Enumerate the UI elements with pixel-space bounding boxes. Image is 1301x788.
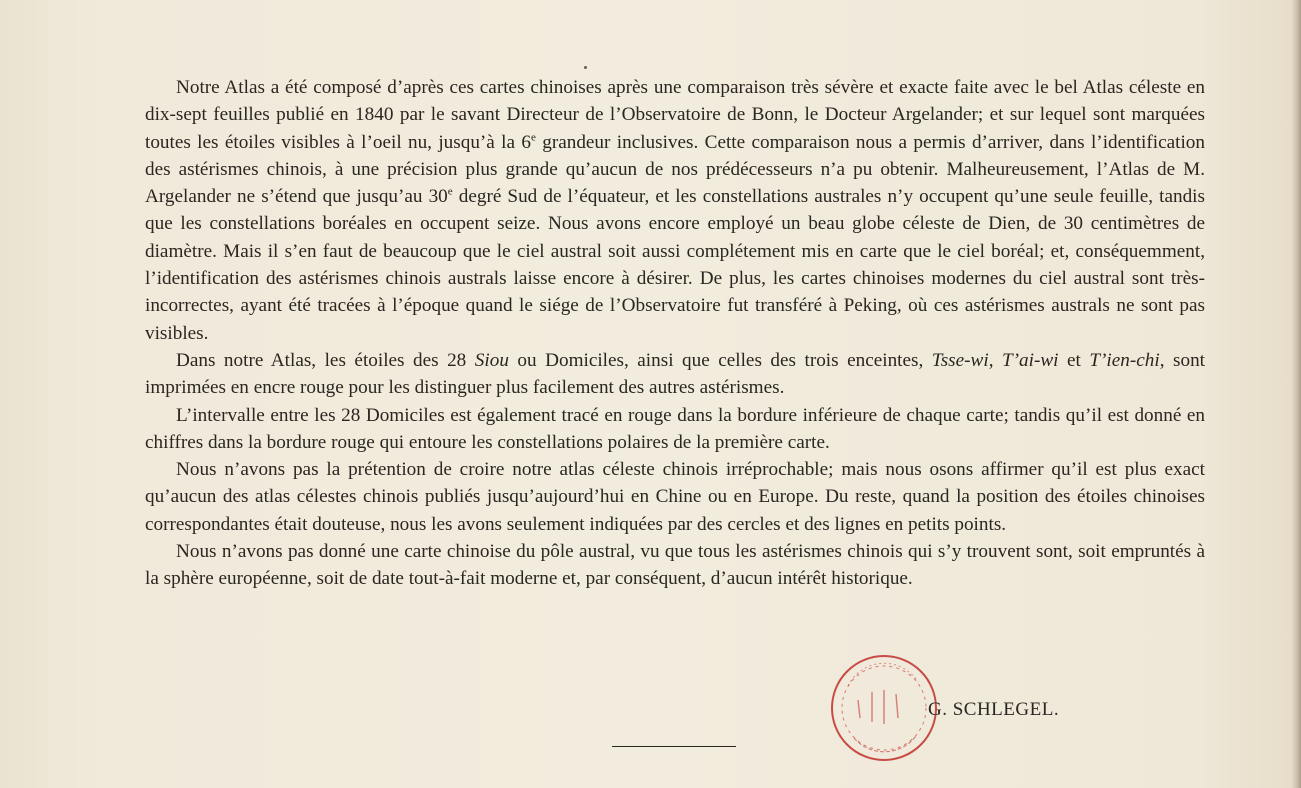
- signature: G. SCHLEGEL.: [928, 699, 1060, 720]
- superscript-e-2: e: [447, 185, 453, 198]
- paragraph-1-text-a: Notre Atlas a été composé d’après ces cartes chinoises après une comparaison très sévère et exacte faite avec le bel Atlas céleste en dix-sept feuilles publié en 1840 par le savant Directeur de l’Observatoire de Bonn, le Docteur Argelander; et sur lequel sont marquées toutes les étoiles visibles à l’oeil nu, jusqu’à la 6: [145, 77, 1205, 153]
- paragraph-2-text-b: ou Domiciles, ainsi que celles des trois enceintes,: [508, 349, 932, 371]
- library-stamp: [828, 652, 940, 764]
- paragraph-1-text-c: degré Sud de l’équateur, et les constellations australes n’y occupent qu’une seule feuille, tandis que les constellations boréales en occupent seize. Nous avons encore employé un beau globe céleste de Dien, de 30 centimètres de diamètre. Mais il s’en faut de beaucoup que le ciel austral soit aussi complétement mis en carte que le ciel boréal; et, conséquemment, l’identification des astérismes chinois australs laisse encore à désirer. De plus, les cartes chinoises modernes du ciel austral sont très-incorrectes, ayant été tracées à l’époque quand le siége de l’Observatoire fut transféré à Peking, où ces astérismes australs ne sont pas visibles.: [145, 186, 1205, 344]
- paragraph-2-text-c: ,: [988, 349, 1002, 371]
- paragraph-2-text-d: et: [1058, 349, 1090, 371]
- term-siou: Siou: [474, 349, 509, 371]
- paragraph-1: [145, 74, 1205, 347]
- page-edge-shadow: [1291, 0, 1301, 788]
- divider-rule: [612, 746, 736, 747]
- paragraph-2: [145, 347, 1205, 402]
- ink-speck: [584, 66, 587, 69]
- paragraph-3: L’intervalle entre les 28 Domiciles est également tracé en rouge dans la bordure inférieure de chaque carte; tandis qu’il est donné en chiffres dans la bordure rouge qui entoure les constellations polaires de la première carte.: [145, 404, 1205, 453]
- paragraph-5: Nous n’avons pas donné une carte chinoise du pôle austral, vu que tous les astérismes chinois qui s’y trouvent sont, soit empruntés à la sphère européenne, soit de date tout-à-fait moderne et, par conséquent, d’aucun intérêt historique.: [145, 541, 1205, 590]
- term-tai-wi: T’ai-wi: [1002, 349, 1059, 371]
- paragraph-4: Nous n’avons pas la prétention de croire notre atlas céleste chinois irréprochable; mais nous osons affirmer qu’il est plus exact qu’aucun des atlas célestes chinois publiés jusqu’aujourd’hui en Chine ou en Europe. Du reste, quand la position des étoiles chinoises correspondantes était douteuse, nous les avons seulement indiquées par des cercles et des lignes en petits points.: [145, 459, 1205, 535]
- superscript-e: e: [530, 131, 536, 144]
- body-text: [145, 74, 1205, 593]
- term-tien-chi: T’ien-chi: [1089, 349, 1160, 371]
- paragraph-2-text-e: , sont imprimées en encre rouge pour les distinguer plus facilement des autres astérismes.: [145, 349, 1206, 399]
- paragraph-2-text-a: Dans notre Atlas, les étoiles des 28: [176, 349, 475, 371]
- term-tsse-wi: Tsse-wi: [931, 349, 989, 371]
- paragraph-1-text-b: grandeur inclusives. Cette comparaison nous a permis d’arriver, dans l’identification des astérismes chinois, à une précision plus grande qu’aucun de nos prédécesseurs n’a pu obtenir. Malheureusement, l’Atlas de M. Argelander ne s’étend que jusqu’au 30: [145, 131, 1205, 208]
